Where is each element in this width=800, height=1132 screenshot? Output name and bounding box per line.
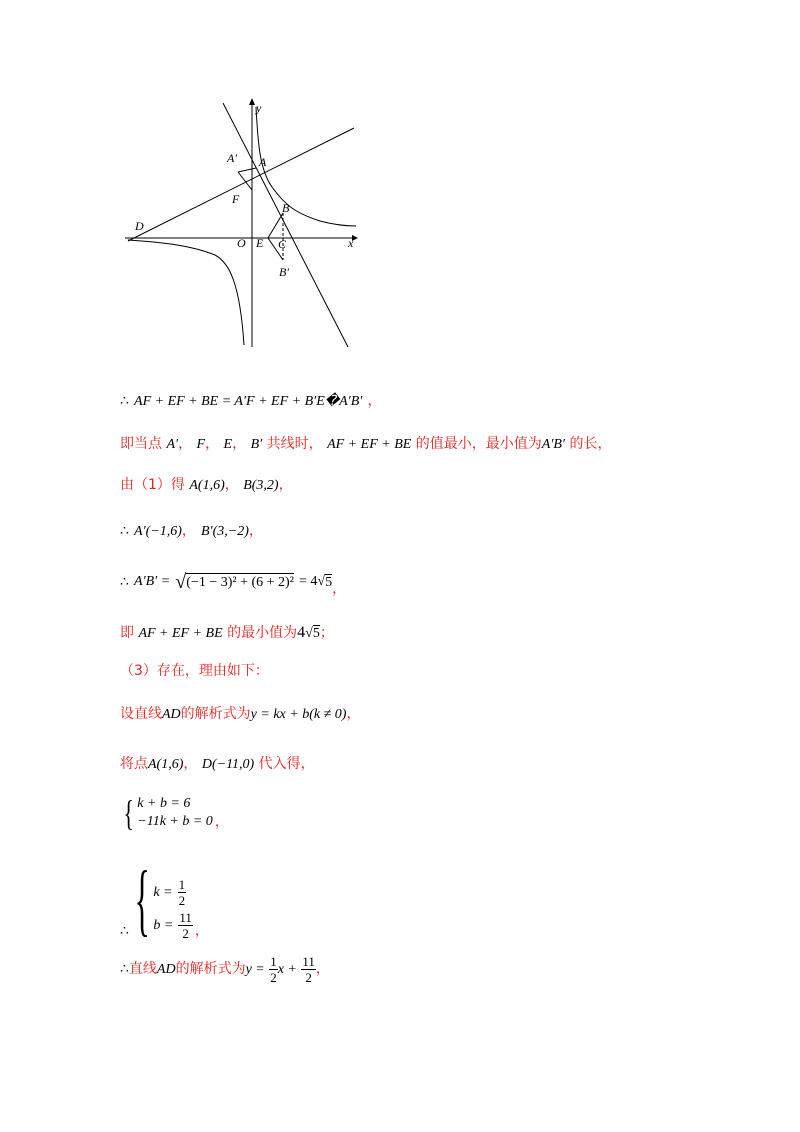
point-F: F [196, 437, 206, 452]
label-x: x [348, 236, 354, 250]
y-eq: y = [245, 961, 265, 977]
min-value: 4 [297, 624, 306, 641]
point-D: D(−11,0) [201, 757, 255, 772]
line-4 [120, 520, 263, 540]
segment-AprimeA [238, 168, 256, 172]
text: 将点 [120, 756, 148, 772]
text: 由（1）得 [120, 477, 185, 493]
b-fraction [178, 911, 193, 940]
k-numerator: 1 [178, 877, 186, 892]
line-AD [128, 128, 354, 241]
text: 直线 [128, 961, 157, 977]
therefore-symbol: ∴ [120, 924, 129, 939]
point-A: A(1,6) [148, 757, 184, 772]
point-A: A(1,6) [189, 478, 225, 493]
label-O: O [237, 236, 246, 250]
expression: y = kx + b(k ≠ 0) [250, 707, 347, 722]
denominator-1: 2 [270, 970, 277, 985]
line-1 [120, 390, 381, 410]
label-y: y [256, 101, 262, 115]
radicand: (−1 − 3)² + (6 + 2)² [186, 575, 294, 590]
segment-BE [268, 213, 283, 238]
point-Aprime: A′(−1,6) [134, 524, 182, 539]
punct: ， [346, 706, 361, 722]
b-denominator: 2 [182, 926, 189, 941]
text: 的解析式为 [175, 961, 246, 977]
text: 即 [120, 625, 134, 641]
sep: ， [183, 756, 198, 772]
punct: ， [194, 923, 209, 939]
segment-AprimeF [238, 172, 252, 190]
brace-icon: { [134, 856, 150, 944]
line-AD-name: AD [162, 707, 181, 722]
punct: ， [332, 581, 347, 597]
label-F: F [232, 192, 240, 206]
label-C: C [278, 237, 287, 251]
text: 的解析式为 [180, 706, 251, 722]
label-D: D [135, 219, 144, 233]
radicand: 5 [312, 626, 320, 641]
line-6 [120, 622, 334, 642]
expression: AF + EF + BE [138, 626, 223, 641]
label-A: A [259, 155, 267, 169]
text: 的长， [569, 436, 612, 452]
sqrt-icon: √ [317, 574, 326, 589]
equation: AF + EF + BE = A′F + EF + B′E�A′B′ [134, 394, 363, 409]
label-Bprime: B′ [279, 265, 289, 279]
numerator-1: 1 [270, 954, 277, 969]
equation-1: k + b = 6 [137, 796, 191, 811]
line-8 [120, 703, 360, 723]
therefore-symbol: ∴ [120, 574, 129, 590]
line-2 [120, 433, 611, 453]
punct: ， [315, 961, 330, 977]
x-plus: x + [277, 961, 297, 977]
hyperbola-branch-left [128, 240, 244, 345]
numerator-2: 11 [302, 954, 315, 969]
punct: ， [278, 477, 293, 493]
punct: ， [214, 814, 229, 830]
line-12 [120, 954, 330, 985]
fraction-1 [269, 955, 278, 984]
line-3 [120, 474, 293, 494]
b-eq: b = [153, 917, 174, 933]
sep: ， [178, 436, 193, 452]
k-fraction [178, 878, 187, 907]
brace-icon: { [123, 793, 134, 833]
expression: AF + EF + BE [327, 437, 412, 452]
label-B: B [282, 201, 290, 215]
sep: ， [205, 436, 220, 452]
hyperbola-branch-right [256, 107, 356, 226]
text: 代入得， [258, 756, 315, 772]
sep: ， [224, 477, 239, 493]
text: （3）存在，理由如下： [120, 663, 269, 679]
therefore-symbol: ∴ [120, 524, 129, 539]
line-AprimeBprime [223, 103, 348, 347]
point-B: B(3,2) [243, 478, 279, 493]
segment: A′B′ [541, 437, 565, 452]
text: 设直线 [120, 706, 162, 722]
equals-value: = 4 [299, 574, 318, 589]
point-Bprime: B′ [250, 437, 263, 452]
label-Aprime: A′ [227, 151, 237, 165]
k-eq: k = [153, 884, 173, 900]
text: 的值最小，最小值为 [415, 436, 542, 452]
k-denominator: 2 [178, 893, 186, 908]
sep: ， [232, 436, 247, 452]
line-10 [120, 795, 229, 831]
line-9 [120, 753, 315, 773]
point-Aprime: A′ [166, 437, 179, 452]
fraction-2 [301, 955, 316, 984]
punct: ， [248, 523, 263, 539]
line-5 [120, 566, 346, 598]
line-7 [120, 660, 269, 680]
line-AD-name: AD [156, 962, 176, 977]
sep: ， [181, 523, 196, 539]
point-E: E [223, 437, 233, 452]
line-11 [120, 856, 209, 944]
denominator-2: 2 [305, 970, 312, 985]
y-axis-arrow-icon [249, 98, 255, 105]
radicand: 5 [325, 574, 333, 590]
punct: ； [319, 625, 334, 641]
sqrt-icon: √ [175, 570, 187, 593]
lhs: A′B′ = [134, 574, 171, 589]
punct: ， [367, 393, 382, 409]
b-numerator: 11 [179, 910, 192, 925]
label-E: E [256, 236, 264, 250]
therefore-symbol: ∴ [120, 394, 129, 409]
point-Bprime: B′(3,−2) [201, 524, 249, 539]
text: 的最小值为 [227, 625, 298, 641]
text: 即当点 [120, 436, 162, 452]
geometry-figure [120, 95, 370, 355]
text: 共线时， [266, 436, 323, 452]
therefore-symbol: ∴ [120, 962, 129, 977]
sqrt-icon: √ [305, 626, 313, 641]
equation-2: −11k + b = 0 [137, 814, 213, 829]
